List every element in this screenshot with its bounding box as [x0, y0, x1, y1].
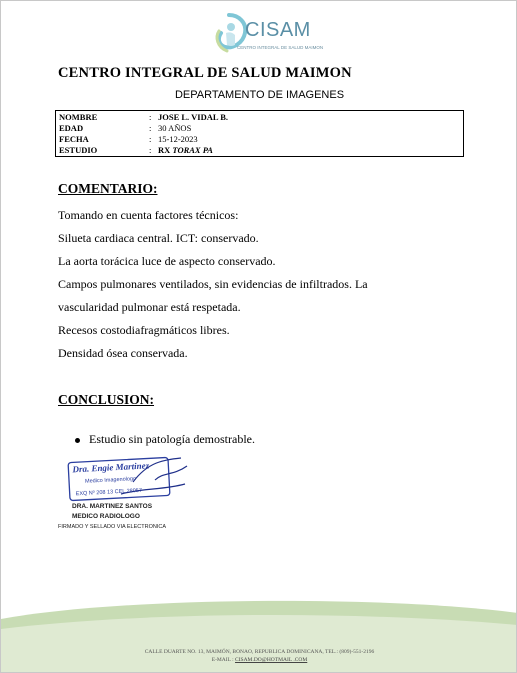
comentario-line: Tomando en cuenta factores técnicos: [58, 208, 239, 222]
info-value: 15-12-2023 [158, 134, 198, 144]
logo-subtitle: CENTRO INTEGRAL DE SALUD MAIMON [237, 45, 324, 50]
logo-brand-text: CISAM [245, 19, 311, 41]
info-colon: : [149, 145, 152, 155]
footer-email-line [1, 657, 517, 663]
footer-email-link[interactable]: CISAM.DO@HOTMAIL .COM [235, 657, 308, 663]
conclusion-heading: CONCLUSION: [58, 392, 155, 407]
footer-address: CALLE DUARTE NO. 13, MAIMÓN, BONAO, REPUBLICA DOMINICANA, TEL.: (809)-551-2196 [144, 649, 375, 655]
info-colon: : [149, 134, 152, 144]
cisam-logo [209, 11, 329, 57]
footer-email-label: E-MAIL : [211, 657, 234, 663]
comentario-line: Silueta cardiaca central. ICT: conservado. [58, 231, 259, 245]
info-label: FECHA [59, 134, 89, 144]
conclusion-item: Estudio sin patología demostrable. [89, 432, 255, 446]
study-name: TORAX PA [172, 145, 213, 155]
info-label: ESTUDIO [59, 145, 98, 155]
comentario-line: Campos pulmonares ventilados, sin evidencias de infiltrados. La [58, 277, 368, 291]
svg-text:EXQ Nº 208 13 CEL 28057: EXQ Nº 208 13 CEL 28057 [75, 487, 143, 498]
info-label: EDAD [59, 123, 84, 133]
info-value [158, 145, 213, 155]
svg-text:Dra. Engie Martinez: Dra. Engie Martinez [72, 460, 150, 475]
info-colon: : [149, 112, 152, 122]
comentario-line: La aorta torácica luce de aspecto conservado. [58, 254, 276, 268]
signature-stamp-icon [63, 454, 193, 502]
department-title: DEPARTAMENTO DE IMAGENES [174, 89, 345, 101]
comentario-line: Densidad ósea conservada. [58, 346, 188, 360]
info-value: JOSE L. VIDAL B. [158, 112, 228, 122]
patient-info-box [55, 110, 464, 157]
signer-role: MEDICO RADIOLOGO [72, 513, 140, 520]
bullet-icon [75, 438, 80, 443]
signature-note: FIRMADO Y SELLADO VIA ELECTRONICA [58, 524, 166, 530]
signer-name: DRA. MARTINEZ SANTOS [72, 503, 153, 510]
info-label: NOMBRE [59, 112, 98, 122]
info-colon: : [149, 123, 152, 133]
svg-text:Medico Imagenologo: Medico Imagenologo [84, 476, 137, 485]
institution-title: CENTRO INTEGRAL DE SALUD MAIMON [58, 65, 352, 81]
info-value: 30 AÑOS [158, 123, 192, 133]
comentario-line: Recesos costodiafragmáticos libres. [58, 323, 230, 337]
comentario-line: vascularidad pulmonar está respetada. [58, 300, 241, 314]
logo-emblem-icon [209, 11, 249, 57]
study-prefix: RX [158, 145, 171, 155]
comentario-heading: COMENTARIO: [58, 181, 158, 196]
